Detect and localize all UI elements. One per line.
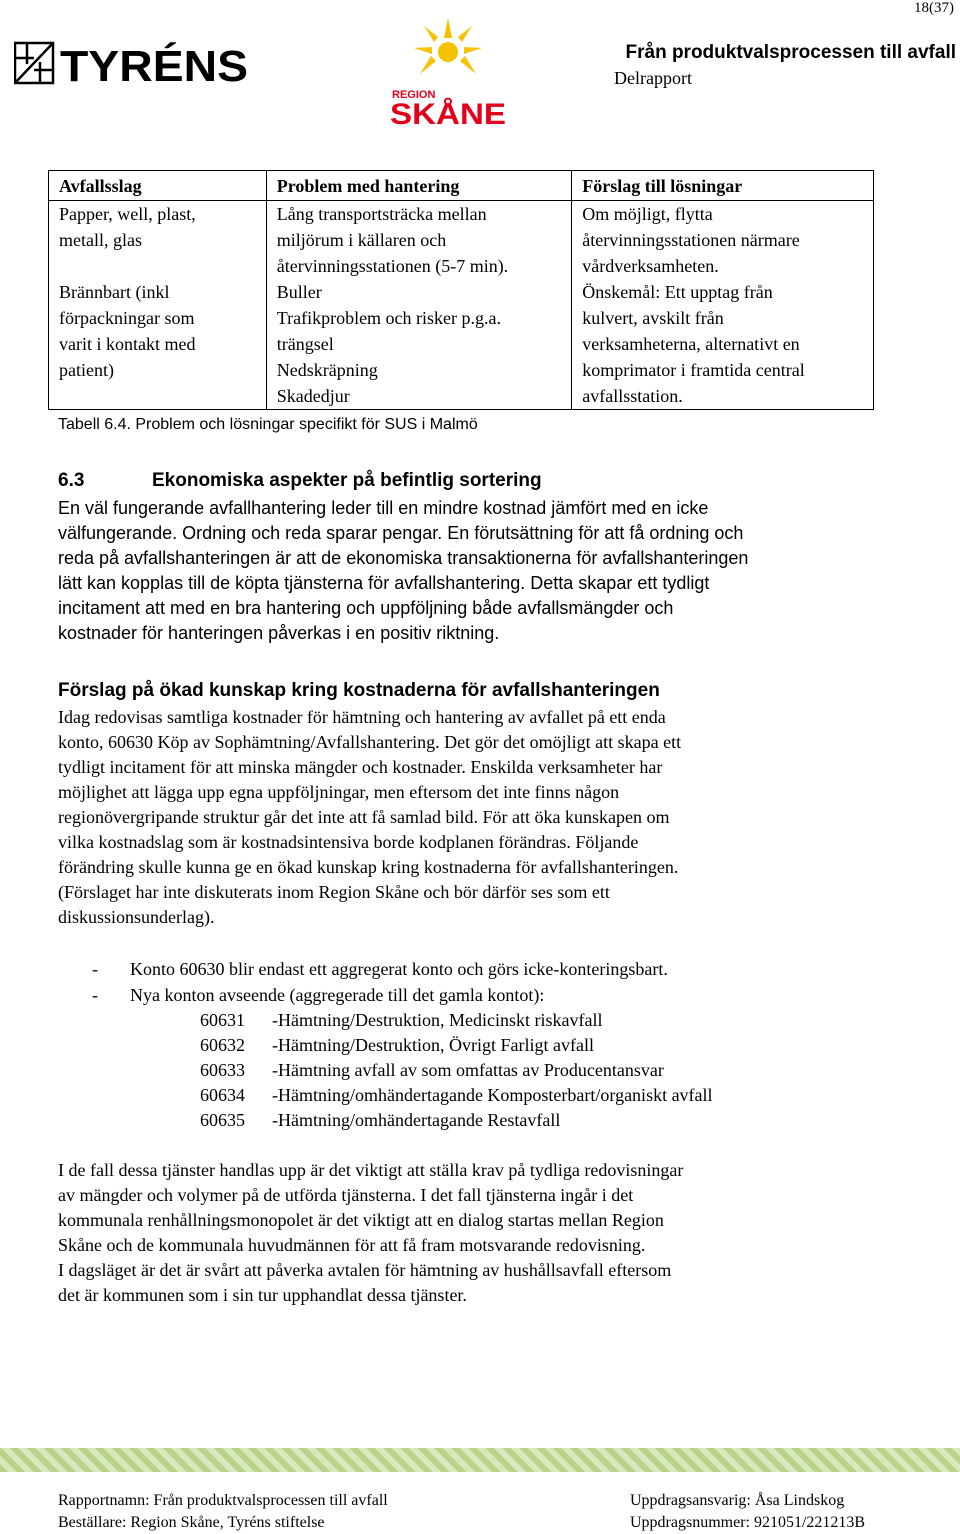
paragraph-line: I dagsläget är det är svårt att påverka avtalen för hämtning av hushållsavfall eftersom bbox=[58, 1260, 672, 1280]
cell-line: Skadedjur bbox=[276, 386, 350, 406]
paragraph-line: tydligt incitament för att minska mängder och kostnader. Enskilda verksamheter har bbox=[58, 757, 663, 777]
header-title: Från produktvalsprocessen till avfall bbox=[625, 42, 956, 63]
paragraph-line: incitament att med en bra hantering och uppföljning både avfallsmängder och bbox=[58, 598, 674, 618]
cell-line: Trafikproblem och risker p.g.a. bbox=[276, 308, 502, 328]
paragraph-line: konto, 60630 Köp av Sophämtning/Avfallshantering. Det gör det omöjligt att skapa ett bbox=[58, 732, 682, 752]
cell-line: Lång transportsträcka mellan bbox=[276, 204, 487, 224]
tyrens-logo bbox=[14, 40, 250, 88]
paragraph-line: förändring skulle kunna ge en ökad kunskap kring kostnaderna för avfallshanteringen. bbox=[58, 857, 679, 877]
paragraph-line: Skåne och de kommunala huvudmännen för att få fram motsvarande redovisning. bbox=[58, 1235, 646, 1255]
paragraph-line: av mängder och volymer på de utförda tjänsterna. I det fall tjänsterna ingår i det bbox=[58, 1185, 634, 1205]
account-text: -Hämtning/Destruktion, Medicinskt riskavfall bbox=[272, 1010, 603, 1030]
cell-line: Om möjligt, flytta bbox=[582, 204, 713, 224]
cell-line: Nedskräpning bbox=[276, 360, 378, 380]
table-header-row bbox=[49, 171, 874, 201]
paragraph-line: möjlighet att lägga upp egna uppföljningar, men eftersom det inte finns någon bbox=[58, 782, 620, 802]
section-title: Ekonomiska aspekter på befintlig sortering bbox=[152, 470, 542, 491]
region-skane-logo bbox=[390, 16, 506, 128]
cell-line: återvinningsstationen närmare bbox=[582, 230, 800, 250]
paragraph-line: reda på avfallshanteringen är att de ekonomiska transaktionerna för avfallshanteringen bbox=[58, 548, 749, 568]
subsection-heading: Förslag på ökad kunskap kring kostnaderna för avfallshanteringen bbox=[58, 680, 660, 701]
account-item bbox=[200, 1033, 594, 1058]
account-text: -Hämtning/omhändertagande Komposterbart/organiskt avfall bbox=[272, 1085, 713, 1105]
table-row bbox=[49, 279, 874, 410]
cell-line: trängsel bbox=[276, 334, 334, 354]
table-header-cell: Problem med hantering bbox=[266, 171, 572, 201]
cell-line: Buller bbox=[276, 282, 322, 302]
table-caption: Tabell 6.4. Problem och lösningar specifikt för SUS i Malmö bbox=[58, 416, 478, 433]
closing-paragraph bbox=[58, 1158, 858, 1308]
account-item bbox=[200, 1108, 560, 1133]
paragraph-line: det är kommunen som i sin tur upphandlat dessa tjänster. bbox=[58, 1285, 467, 1305]
logo-skane-text: SKÅNE bbox=[390, 98, 506, 128]
table-row bbox=[49, 201, 874, 280]
cell-line: vårdverksamheten. bbox=[582, 256, 719, 276]
subsection-paragraph bbox=[58, 705, 858, 930]
paragraph-line: (Förslaget har inte diskuterats inom Region Skåne och bör därför ses som ett bbox=[58, 882, 610, 902]
account-code: 60632 bbox=[200, 1035, 245, 1055]
footer-right bbox=[630, 1490, 865, 1534]
tyrens-wordmark: TYRÉNS bbox=[60, 42, 239, 88]
paragraph-line: vilka kostnadslag som är kostnadsintensiva borde kodplanen förändras. Följande bbox=[58, 832, 639, 852]
section-paragraph bbox=[58, 496, 858, 646]
cell-line: återvinningsstationen (5-7 min). bbox=[276, 256, 509, 276]
account-text: -Hämtning avfall av som omfattas av Producentansvar bbox=[272, 1060, 664, 1080]
account-text: -Hämtning/Destruktion, Övrigt Farligt avfall bbox=[272, 1035, 594, 1055]
footer-manager: Uppdragsansvarig: Åsa Lindskog bbox=[630, 1492, 845, 1509]
bullet-text: Konto 60630 blir endast ett aggregerat konto och görs icke-konteringsbart. bbox=[130, 959, 668, 979]
footer-number: Uppdragsnummer: 921051/221213B bbox=[630, 1514, 866, 1531]
header-subtitle: Delrapport bbox=[614, 68, 692, 88]
table-cell bbox=[572, 279, 874, 410]
cell-line: miljörum i källaren och bbox=[276, 230, 447, 250]
table-cell bbox=[266, 279, 572, 410]
bullet-text: Nya konton avseende (aggregerade till det gamla kontot): bbox=[130, 985, 545, 1005]
footer-report-name: Rapportnamn: Från produktvalsprocessen till avfall bbox=[58, 1492, 388, 1509]
bullet-dash: - bbox=[92, 959, 98, 979]
paragraph-line: regionövergripande struktur går det inte att få samlad bild. För att öka kunskapen om bbox=[58, 807, 670, 827]
account-code: 60634 bbox=[200, 1085, 245, 1105]
account-code: 60631 bbox=[200, 1010, 245, 1030]
account-code: 60633 bbox=[200, 1060, 245, 1080]
list-item bbox=[92, 957, 668, 982]
table-cell bbox=[266, 201, 572, 280]
waste-table bbox=[48, 170, 874, 410]
account-item bbox=[200, 1058, 664, 1083]
section-number: 6.3 bbox=[58, 470, 85, 491]
bullet-dash: - bbox=[92, 985, 98, 1005]
footer-client: Beställare: Region Skåne, Tyréns stiftelse bbox=[58, 1514, 325, 1531]
footer-decoration-band bbox=[0, 1448, 960, 1472]
table-cell bbox=[49, 201, 267, 280]
table-header-cell: Avfallsslag bbox=[49, 171, 267, 201]
paragraph-line: En väl fungerande avfallhantering leder till en mindre kostnad jämfört med en icke bbox=[58, 498, 709, 518]
paragraph-line: Idag redovisas samtliga kostnader för hämtning och hantering av avfallet på ett enda bbox=[58, 707, 666, 727]
account-text: -Hämtning/omhändertagande Restavfall bbox=[272, 1110, 561, 1130]
table-cell bbox=[49, 279, 267, 410]
cell-line: Brännbart (inkl bbox=[59, 282, 170, 302]
cell-line: kulvert, avskilt från bbox=[582, 308, 724, 328]
paragraph-line: lätt kan kopplas till de köpta tjänsterna för avfallshantering. Detta skapar ett tydligt bbox=[58, 573, 710, 593]
cell-line: komprimator i framtida central bbox=[582, 360, 805, 380]
account-code: 60635 bbox=[200, 1110, 245, 1130]
cell-line: varit i kontakt med bbox=[59, 334, 196, 354]
account-item bbox=[200, 1008, 602, 1033]
section-heading bbox=[58, 470, 542, 492]
paragraph-line: I de fall dessa tjänster handlas upp är det viktigt att ställa krav på tydliga redovisningar bbox=[58, 1160, 684, 1180]
logo-region-text: REGION bbox=[392, 89, 436, 101]
list-item bbox=[92, 983, 544, 1008]
cell-line: metall, glas bbox=[59, 230, 142, 250]
paragraph-line: välfungerande. Ordning och reda sparar pengar. En förutsättning för att få ordning och bbox=[58, 523, 744, 543]
table-header-cell: Förslag till lösningar bbox=[572, 171, 874, 201]
cell-line: Papper, well, plast, bbox=[59, 204, 196, 224]
cell-line: patient) bbox=[59, 360, 114, 380]
footer-left bbox=[58, 1490, 388, 1534]
cell-line: Önskemål: Ett upptag från bbox=[582, 282, 773, 302]
paragraph-line: kostnader för hanteringen påverkas i en positiv riktning. bbox=[58, 623, 500, 643]
paragraph-line: kommunala renhållningsmonopolet är det viktigt att en dialog startas mellan Region bbox=[58, 1210, 664, 1230]
account-item bbox=[200, 1083, 713, 1108]
cell-line: verksamheterna, alternativt en bbox=[582, 334, 800, 354]
cell-line: avfallsstation. bbox=[582, 386, 683, 406]
paragraph-line: diskussionsunderlag). bbox=[58, 907, 215, 927]
table-cell bbox=[572, 201, 874, 280]
cell-line: förpackningar som bbox=[59, 308, 195, 328]
page-number: 18(37) bbox=[914, 0, 954, 16]
